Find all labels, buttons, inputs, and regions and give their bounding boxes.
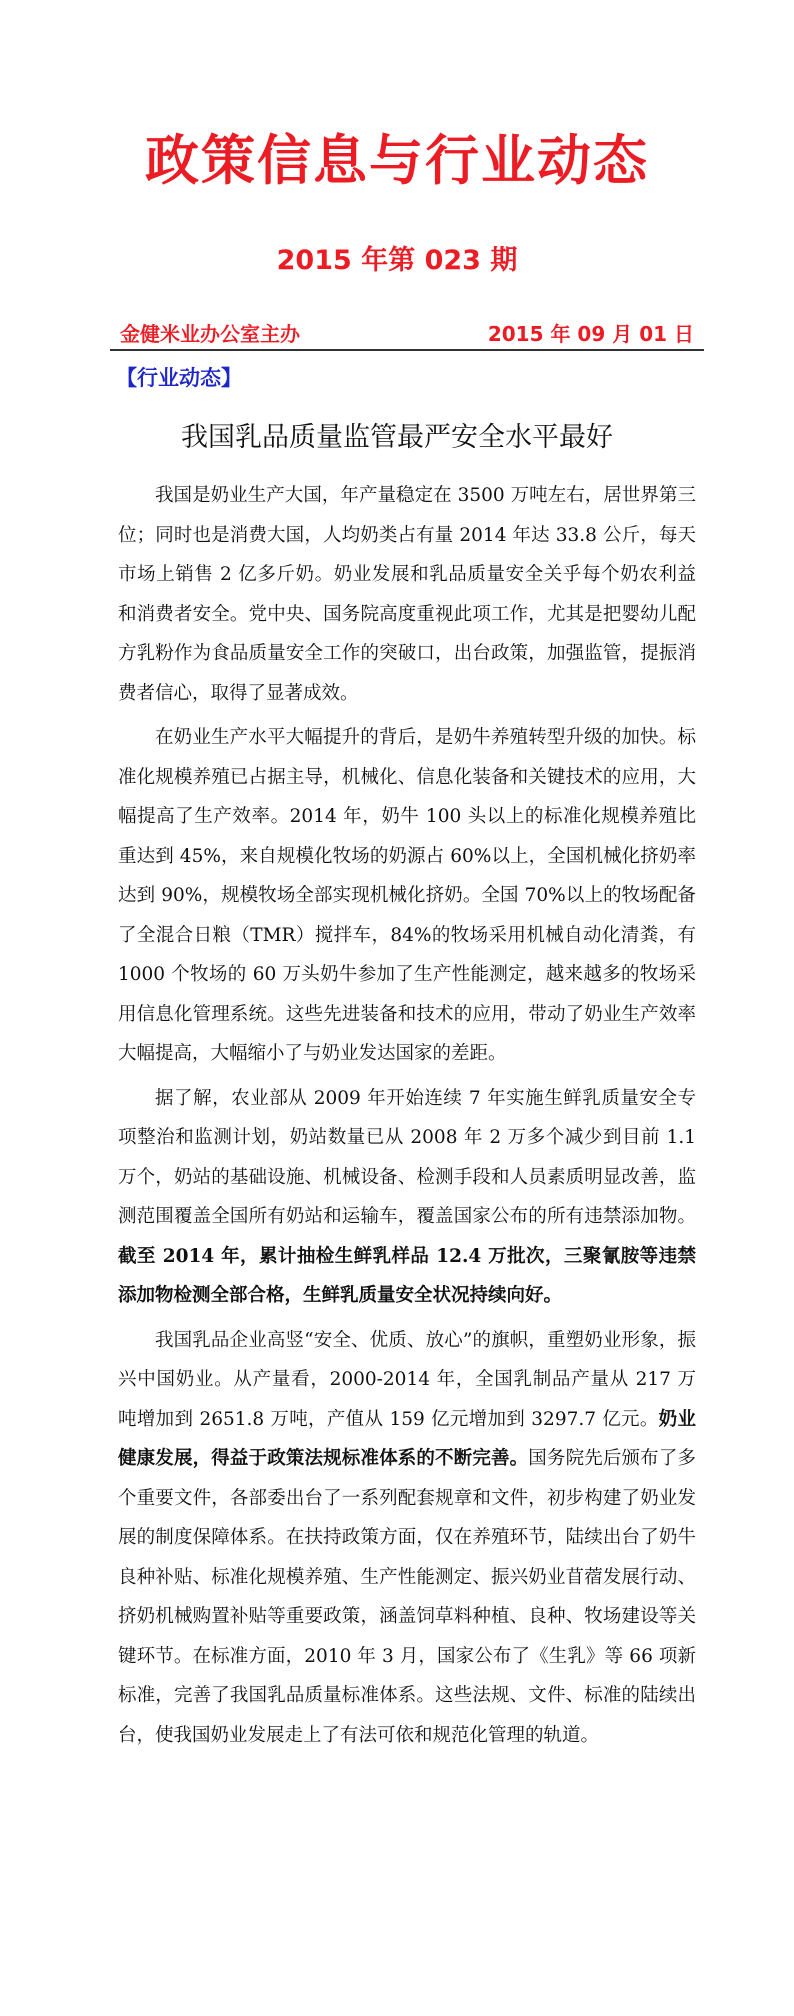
paragraph-4-bold-text: 奶业健康发展，得益于政策法规标准体系的不断完善。 bbox=[118, 1408, 696, 1469]
section-label: 【行业动态】 bbox=[116, 366, 242, 390]
article-headline: 我国乳品质量监管最严安全水平最好 bbox=[181, 422, 613, 453]
masthead-meta bbox=[110, 318, 704, 348]
article-body bbox=[118, 476, 696, 1755]
paragraph-3-bold-text: 截至 2014 年，累计抽检生鲜乳样品 12.4 万批次，三聚氰胺等违禁添加物检测全部合格，生鲜乳质量安全状况持续向好。 bbox=[118, 1245, 696, 1306]
paragraph-4-text-a: 我国乳品企业高竖“安全、优质、放心”的旗帜，重塑奶业形象，振兴中国奶业。从产量看，2000-2014 年，全国乳制品产量从 217 万吨增加到 2651.8 万吨，产值从 159 亿元增加到 3297.7 亿元。 bbox=[118, 1329, 696, 1430]
masthead-divider bbox=[110, 349, 704, 351]
paragraph-3-text: 据了解，农业部从 2009 年开始连续 7 年实施生鲜乳质量安全专项整治和监测计划，奶站数量已从 2008 年 2 万多个减少到目前 1.1 万个，奶站的基础设施、机械设备、检测手段和人员素质明显改善，监测范围覆盖全国所有奶站和运输车，覆盖国家公布的所有违禁添加物。 bbox=[118, 1087, 696, 1227]
paragraph-4 bbox=[118, 1321, 696, 1756]
publish-date: 2015 年 09 月 01 日 bbox=[487, 322, 694, 346]
issue-number: 2015 年第 023 期 bbox=[276, 245, 518, 276]
newsletter-title: 政策信息与行业动态 bbox=[145, 129, 649, 192]
paragraph-4-text-b: 国务院先后颁布了多个重要文件，各部委出台了一系列配套规章和文件，初步构建了奶业发展的制度保障体系。在扶持政策方面，仅在养殖环节，陆续出台了奶牛良种补贴、标准化规模养殖、生产性能测定、振兴奶业苜蓿发展行动、挤奶机械购置补贴等重要政策，涵盖饲草料种植、良种、牧场建设等关键环节。在标准方面，2010 年 3 月，国家公布了《生乳》等 66 项新标准，完善了我国乳品质量标准体系。这些法规、文件、标准的陆续出台，使我国奶业发展走上了有法可依和规范化管理的轨道。 bbox=[118, 1448, 696, 1746]
paragraph-3 bbox=[118, 1079, 696, 1316]
paragraph-2: 在奶业生产水平大幅提升的背后，是奶牛养殖转型升级的加快。标准化规模养殖已占据主导，机械化、信息化装备和关键技术的应用，大幅提高了生产效率。2014 年，奶牛 100 头以上的标准化规模养殖比重达到 45%，来自规模化牧场的奶源占 60%以上，全国机械化挤奶率达到 90%，规模牧场全部实现机械化挤奶。全国 70%以上的牧场配备了全混合日粮（TMR）搅拌车，84%的牧场采用机械自动化清粪，有 1000 个牧场的 60 万头奶牛参加了生产性能测定，越来越多的牧场采用信息化管理系统。这些先进装备和技术的应用，带动了奶业生产效率大幅提高，大幅缩小了与奶业发达国家的差距。 bbox=[118, 727, 696, 1064]
paragraph-1: 我国是奶业生产大国，年产量稳定在 3500 万吨左右，居世界第三位；同时也是消费大国，人均奶类占有量 2014 年达 33.8 公斤，每天市场上销售 2 亿多斤奶。奶业发展和乳品质量安全关乎每个奶农利益和消费者安全。党中央、国务院高度重视此项工作，尤其是把婴幼儿配方乳粉作为食品质量安全工作的突破口，出台政策，加强监管，提振消费者信心，取得了显著成效。 bbox=[118, 485, 696, 704]
organizer-label: 金健米业办公室主办 bbox=[120, 322, 300, 346]
